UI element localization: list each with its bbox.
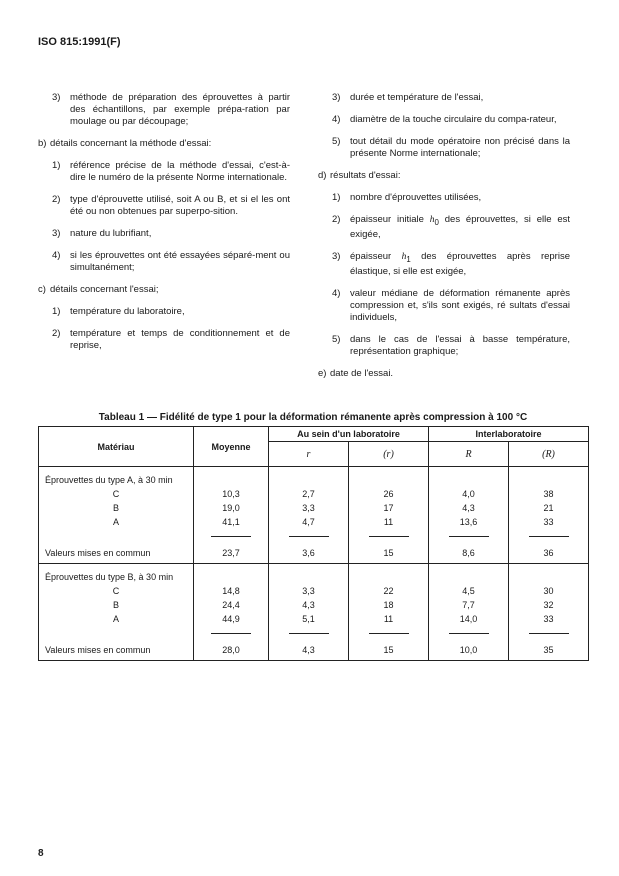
table-row	[39, 612, 589, 626]
table-row	[39, 515, 589, 529]
table-row	[39, 584, 589, 598]
cell-R-paren: 33	[509, 612, 589, 626]
list-marker: 2)	[52, 194, 61, 205]
cell-r: 2,7	[269, 487, 349, 501]
sum-rule	[449, 536, 489, 537]
list-text: tout détail du mode opératoire non précisé dans la présente Norme internationale;	[350, 136, 570, 159]
list-text: si les éprouvettes ont été essayées séparé-ment ou simultanément;	[70, 250, 290, 273]
cell-material: B	[39, 501, 194, 515]
cell-material: A	[39, 515, 194, 529]
cell-r: 4,3	[269, 640, 349, 661]
list-marker: 1)	[52, 160, 61, 171]
cell-R-paren: 33	[509, 515, 589, 529]
sum-rule	[369, 633, 409, 634]
list-item	[318, 334, 570, 358]
list-marker: 3)	[52, 228, 61, 239]
cell-r-paren: 15	[349, 640, 429, 661]
list-item	[38, 250, 290, 274]
cell-mean: 10,3	[194, 487, 269, 501]
cell-r: 5,1	[269, 612, 349, 626]
cell-mean: 28,0	[194, 640, 269, 661]
list-item	[38, 138, 290, 150]
list-item	[38, 160, 290, 184]
sum-rule	[289, 633, 329, 634]
header-material: Matériau	[39, 427, 194, 467]
cell-R: 7,7	[429, 598, 509, 612]
header-within-lab: Au sein d'un laboratoire	[269, 427, 429, 442]
sum-rule	[369, 536, 409, 537]
list-marker: 2)	[332, 214, 341, 225]
list-text: durée et température de l'essai,	[350, 92, 484, 103]
cell-R-paren: 32	[509, 598, 589, 612]
list-item	[318, 170, 570, 182]
list-text: température et temps de conditionnement et de reprise,	[70, 328, 290, 351]
left-column	[38, 92, 290, 352]
list-marker: 3)	[332, 250, 341, 262]
pooled-row	[39, 543, 589, 564]
list-text: type d'éprouvette utilisé, soit A ou B, et si el les ont été ou non obtenues par superpo-sition.	[70, 194, 290, 217]
cell-material: C	[39, 487, 194, 501]
list-item	[38, 92, 290, 128]
list-item	[38, 228, 290, 240]
list-item	[318, 288, 570, 324]
right-column	[318, 92, 570, 380]
cell-mean: 23,7	[194, 543, 269, 564]
table-rule-row	[39, 626, 589, 640]
list-item	[318, 92, 570, 104]
list-text: valeur médiane de déformation rémanente après compression et, s'ils sont exigés, ré sultats d'essai individuels,	[350, 287, 570, 323]
cell-r: 4,3	[269, 598, 349, 612]
table-row	[39, 501, 589, 515]
list-text: détails concernant la méthode d'essai:	[50, 138, 212, 149]
cell-mean: 44,9	[194, 612, 269, 626]
list-item	[318, 368, 570, 380]
cell-R: 14,0	[429, 612, 509, 626]
cell-r: 3,3	[269, 501, 349, 515]
sum-rule	[449, 633, 489, 634]
list-item	[38, 284, 290, 296]
cell-R: 8,6	[429, 543, 509, 564]
pooled-label: Valeurs mises en commun	[39, 543, 194, 564]
precision-table	[38, 426, 589, 661]
standard-header: ISO 815:1991(F)	[38, 36, 121, 48]
cell-mean: 24,4	[194, 598, 269, 612]
sum-rule	[289, 536, 329, 537]
header-r-paren: (r)	[349, 442, 429, 467]
sum-rule	[529, 536, 569, 537]
list-text: dans le cas de l'essai à basse température, représentation graphique;	[350, 333, 570, 357]
list-text: référence précise de la méthode d'essai, c'est-à-dire le numéro de la présente Norme internationale.	[70, 160, 290, 183]
list-marker: 2)	[52, 328, 61, 339]
list-text: température du laboratoire,	[70, 306, 185, 317]
group-title: Éprouvettes du type B, à 30 min	[39, 570, 194, 584]
cell-R: 4,0	[429, 487, 509, 501]
cell-r-paren: 15	[349, 543, 429, 564]
group-title: Éprouvettes du type A, à 30 min	[39, 473, 194, 487]
list-item	[318, 192, 570, 204]
cell-r-paren: 22	[349, 584, 429, 598]
cell-r-paren: 18	[349, 598, 429, 612]
header-interlab: Interlaboratoire	[429, 427, 589, 442]
list-marker: 4)	[332, 287, 341, 299]
cell-r-paren: 17	[349, 501, 429, 515]
cell-R-paren: 21	[509, 501, 589, 515]
list-text: nature du lubrifiant,	[70, 228, 152, 239]
sum-rule	[211, 633, 251, 634]
cell-R-paren: 36	[509, 543, 589, 564]
list-marker: e)	[318, 367, 327, 379]
header-R: R	[429, 442, 509, 467]
cell-mean: 14,8	[194, 584, 269, 598]
list-marker: 1)	[52, 306, 61, 317]
list-item	[318, 136, 570, 160]
cell-R-paren: 30	[509, 584, 589, 598]
header-R-paren: (R)	[509, 442, 589, 467]
list-marker: 5)	[332, 136, 341, 147]
cell-R: 4,5	[429, 584, 509, 598]
list-marker: 3)	[332, 92, 341, 103]
page-number: 8	[38, 848, 44, 859]
cell-mean: 41,1	[194, 515, 269, 529]
table-row	[39, 598, 589, 612]
list-marker: c)	[38, 284, 46, 295]
table-row	[39, 570, 589, 584]
cell-material: C	[39, 584, 194, 598]
list-marker: d)	[318, 170, 327, 181]
list-marker: 4)	[332, 114, 341, 125]
header-r: r	[269, 442, 349, 467]
list-text: méthode de préparation des éprouvettes à partir des échantillons, par exemple prépa-ration par moulage ou par découpage;	[70, 92, 290, 127]
list-text: nombre d'éprouvettes utilisées,	[350, 192, 482, 203]
list-text: diamètre de la touche circulaire du compa-rateur,	[350, 114, 557, 125]
list-text: épaisseur initiale $h_0$ des éprouvettes, si elle est exigée,	[350, 214, 570, 240]
cell-r: 3,3	[269, 584, 349, 598]
list-text: détails concernant l'essai;	[50, 284, 159, 295]
cell-r-paren: 11	[349, 515, 429, 529]
list-marker: 4)	[52, 250, 61, 261]
table-rule-row	[39, 529, 589, 543]
table-row	[39, 487, 589, 501]
cell-mean: 19,0	[194, 501, 269, 515]
table-caption: Tableau 1 — Fidélité de type 1 pour la déformation rémanente après compression à 100 °C	[98, 412, 528, 423]
cell-R: 13,6	[429, 515, 509, 529]
header-mean: Moyenne	[194, 427, 269, 467]
list-item	[38, 306, 290, 318]
cell-R: 4,3	[429, 501, 509, 515]
sum-rule	[211, 536, 251, 537]
list-item	[318, 214, 570, 241]
list-item	[38, 328, 290, 352]
list-marker: 5)	[332, 333, 341, 345]
cell-R-paren: 35	[509, 640, 589, 661]
list-marker: b)	[38, 138, 47, 149]
pooled-label: Valeurs mises en commun	[39, 640, 194, 661]
list-marker: 3)	[52, 92, 61, 103]
cell-material: B	[39, 598, 194, 612]
table-row	[39, 473, 589, 487]
cell-r-paren: 26	[349, 487, 429, 501]
list-text: épaisseur $h_1$ des éprouvettes après reprise élastique, si elle est exigée,	[350, 250, 570, 277]
list-item	[318, 251, 570, 278]
list-item	[318, 114, 570, 126]
cell-R-paren: 38	[509, 487, 589, 501]
list-marker: 1)	[332, 192, 341, 203]
pooled-row	[39, 640, 589, 661]
list-item	[38, 194, 290, 218]
cell-r: 4,7	[269, 515, 349, 529]
cell-r: 3,6	[269, 543, 349, 564]
cell-R: 10,0	[429, 640, 509, 661]
list-text: date de l'essai.	[330, 367, 394, 379]
cell-material: A	[39, 612, 194, 626]
cell-r-paren: 11	[349, 612, 429, 626]
list-text: résultats d'essai:	[330, 170, 401, 181]
sum-rule	[529, 633, 569, 634]
